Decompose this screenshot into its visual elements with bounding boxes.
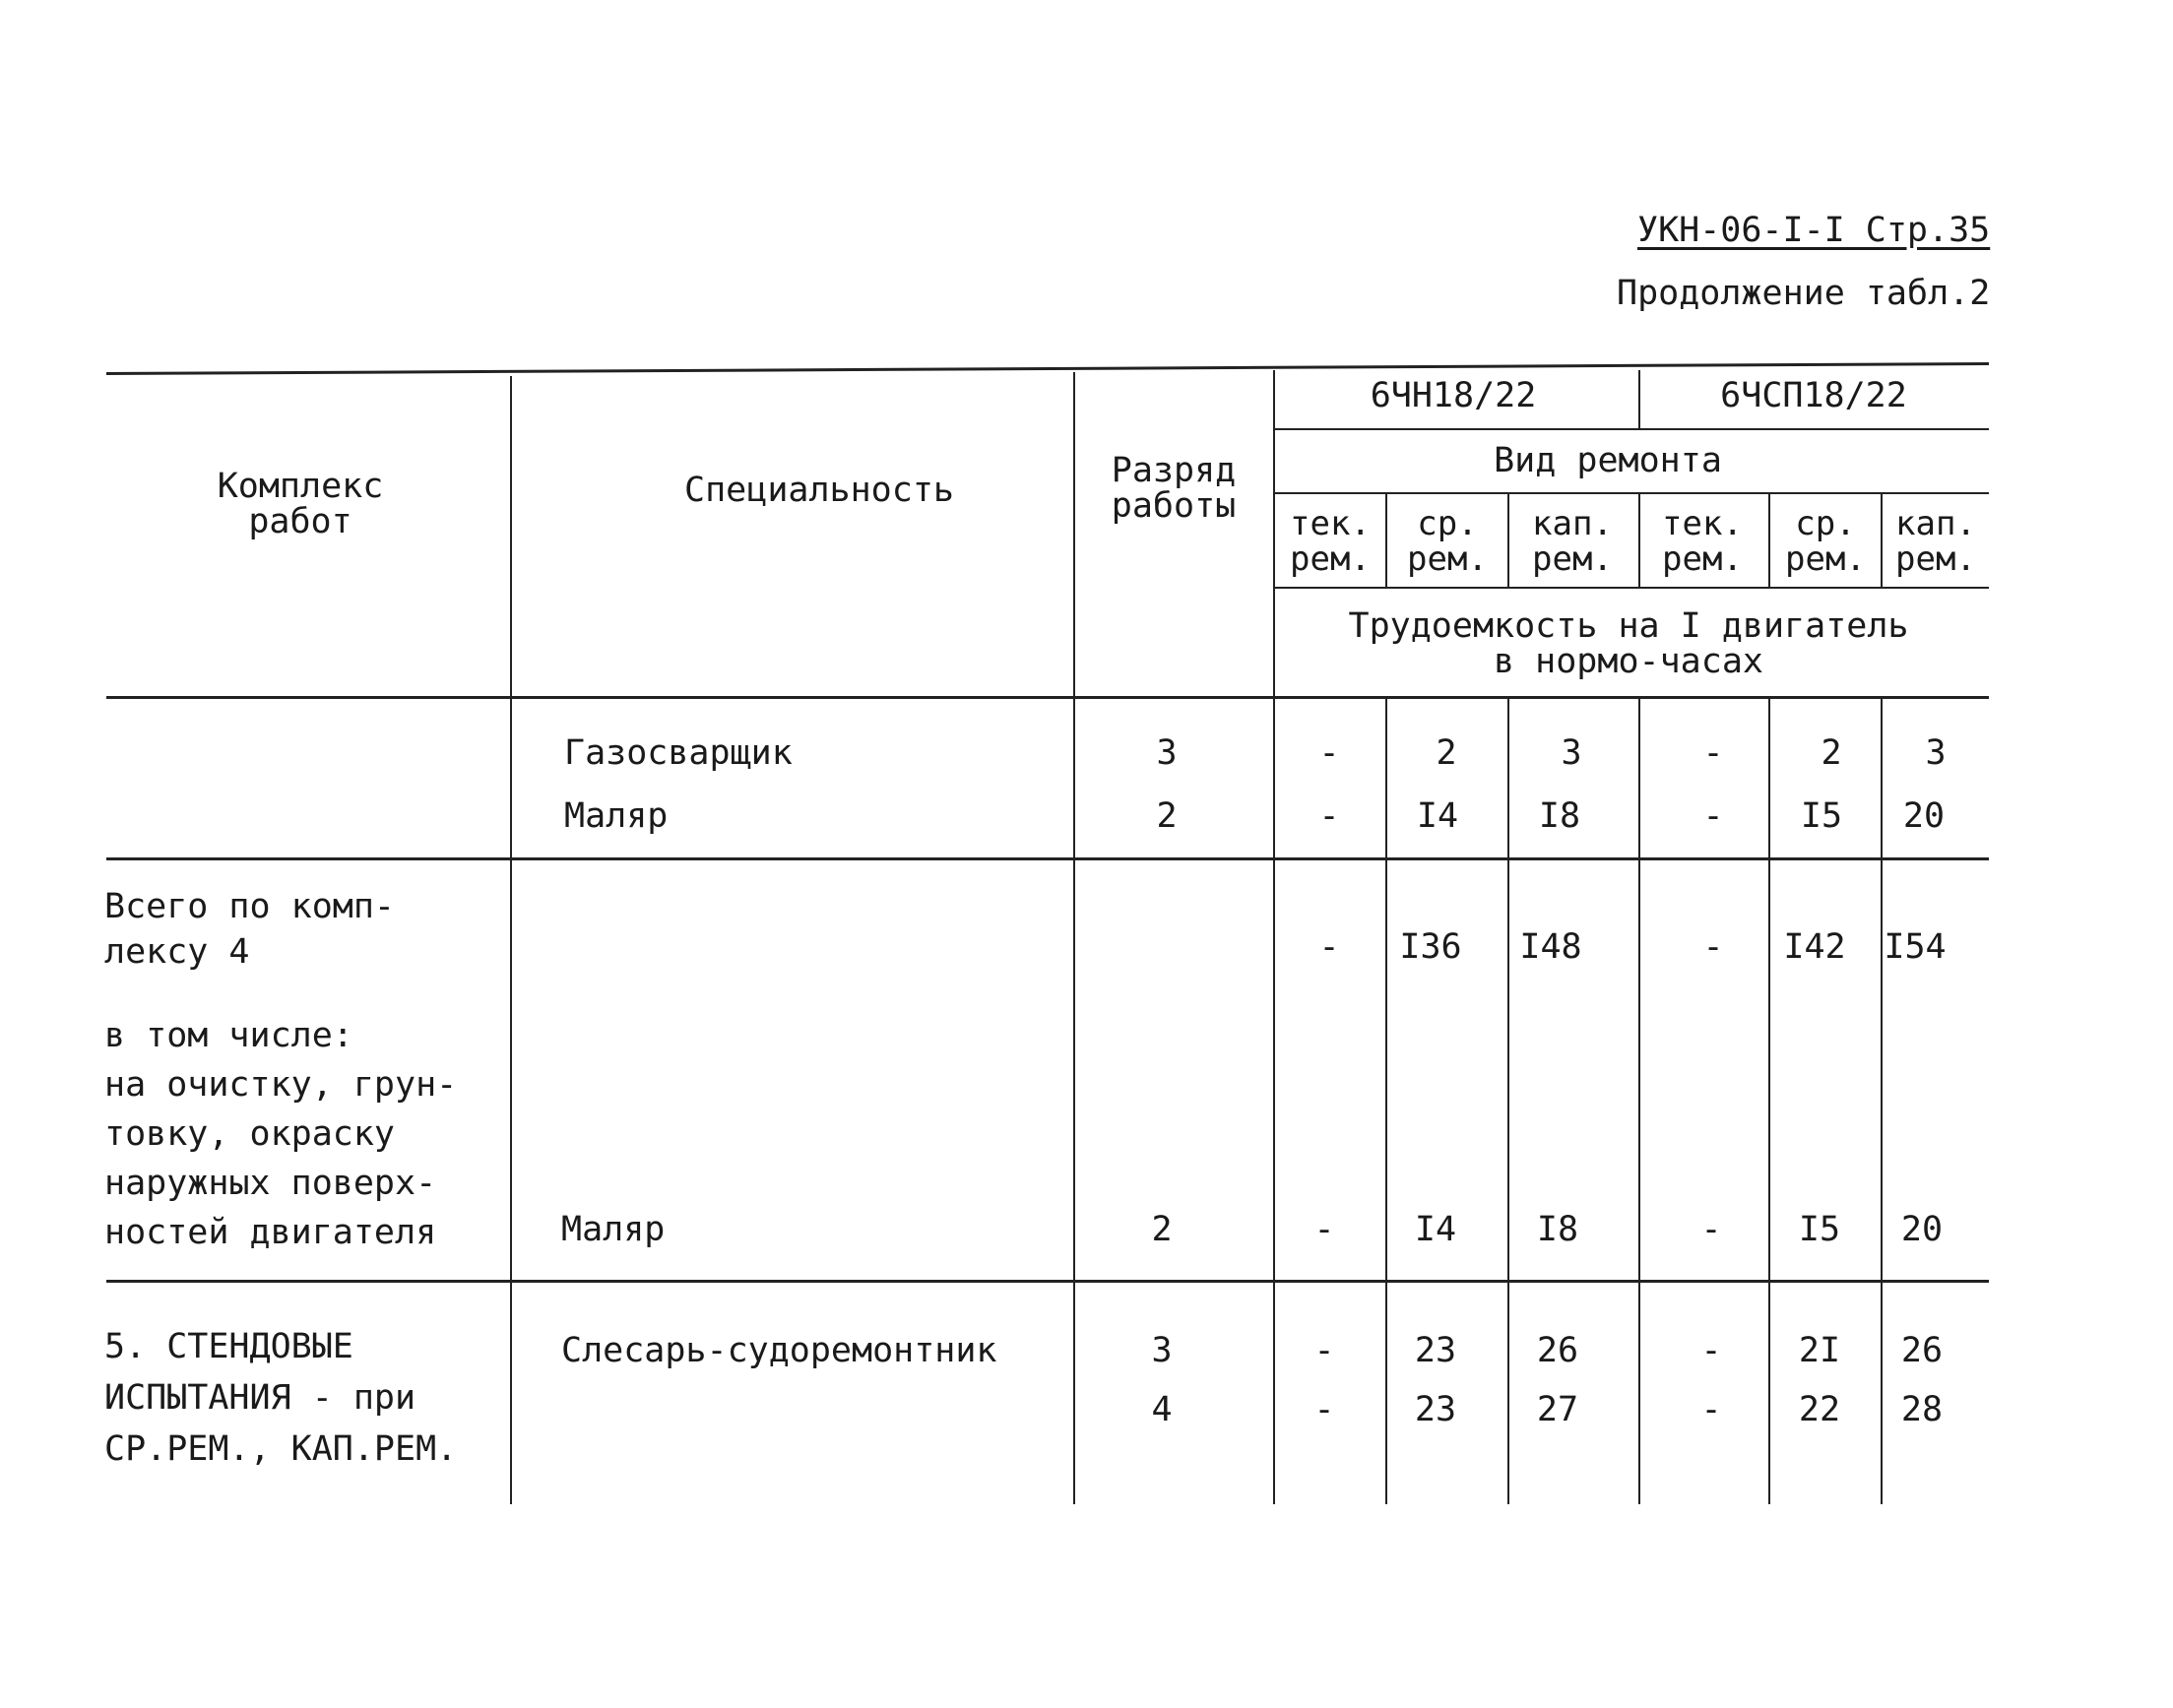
row-value: 20	[1902, 796, 1946, 836]
row-complex: 5. СТЕНДОВЫЕ ИСПЫТАНИЯ - при СР.РЕМ., КАП.РЕМ.	[104, 1327, 458, 1469]
row-value: -	[1702, 796, 1724, 836]
group-rule-2	[106, 1280, 1989, 1283]
col-rule-2	[1385, 492, 1387, 587]
header-repair-type: Вид ремонта	[1494, 441, 1722, 480]
row-value: 2	[1821, 733, 1842, 773]
row-value: I4	[1416, 796, 1459, 836]
table-continuation-label: Продолжение табл.2	[1617, 274, 1991, 313]
engine-header-rule	[1275, 428, 1989, 430]
row-value: I36	[1399, 927, 1462, 967]
header-labor: Трудоемкость на I двигатель в нормо-часах	[1348, 606, 1909, 681]
row-value: -	[1313, 1210, 1335, 1249]
header-engine-1: 6ЧН18/22	[1370, 376, 1537, 415]
group-rule-1	[106, 857, 1989, 860]
col-rule-engines-split	[1638, 370, 1640, 429]
row-value: 3	[1925, 733, 1947, 773]
row-grade: 4	[1151, 1390, 1173, 1429]
header-specialty: Специальность	[684, 471, 954, 510]
row-value: 20	[1900, 1210, 1944, 1249]
row-specialty: Слесарь-судоремонтник	[561, 1331, 997, 1370]
col-rule-grade	[1073, 372, 1075, 1504]
row-value: -	[1700, 1390, 1722, 1429]
row-value: -	[1700, 1331, 1722, 1370]
row-value: I42	[1783, 927, 1846, 967]
row-value: 23	[1414, 1331, 1457, 1370]
row-value: -	[1700, 1210, 1722, 1249]
row-value: I8	[1536, 1210, 1579, 1249]
col-rule-3	[1507, 492, 1509, 587]
row-value: I54	[1884, 927, 1947, 967]
header-engine-2: 6ЧСП18/22	[1720, 376, 1907, 415]
row-value: -	[1318, 927, 1340, 967]
header-bottom-rule	[106, 696, 1989, 699]
row-value: 23	[1414, 1390, 1457, 1429]
row-value: I48	[1519, 927, 1582, 967]
col-rule-5	[1768, 492, 1770, 587]
col-rule-6	[1881, 492, 1883, 587]
row-value: -	[1318, 796, 1340, 836]
header-complex: Комплекс работ	[217, 467, 384, 541]
row-value: 27	[1536, 1390, 1579, 1429]
row-value: 22	[1798, 1390, 1841, 1429]
row-value: -	[1313, 1390, 1335, 1429]
row-value: 26	[1536, 1331, 1579, 1370]
body-col-rule-3	[1507, 696, 1509, 1504]
row-value: I5	[1798, 1210, 1841, 1249]
header-repair-col: ср. рем.	[1407, 504, 1488, 579]
row-value: 28	[1900, 1390, 1944, 1429]
row-value: 2	[1436, 733, 1457, 773]
row-grade: 2	[1151, 1210, 1173, 1249]
header-repair-col: тек. рем.	[1290, 504, 1371, 579]
row-complex: Всего по комп- лексу 4	[104, 887, 396, 972]
row-value: -	[1318, 733, 1340, 773]
body-col-rule-2	[1385, 696, 1387, 1504]
row-specialty: Маляр	[564, 796, 669, 836]
row-grade: 3	[1151, 1331, 1173, 1370]
col-rule-engine-1	[1273, 370, 1275, 1504]
body-col-rule-4	[1638, 696, 1640, 1504]
header-repair-col: тек. рем.	[1662, 504, 1743, 579]
row-value: 26	[1900, 1331, 1944, 1370]
table-top-rule	[106, 362, 1989, 375]
col-rule-specialty	[510, 376, 512, 1504]
row-complex: в том числе: на очистку, грун- товку, окраску наружных поверх- ностей двигателя	[104, 1016, 458, 1252]
row-value: 2I	[1798, 1331, 1841, 1370]
header-repair-col: кап. рем.	[1532, 504, 1613, 579]
row-value: -	[1702, 927, 1724, 967]
row-value: -	[1313, 1331, 1335, 1370]
row-specialty: Маляр	[561, 1210, 666, 1249]
row-value: I4	[1414, 1210, 1457, 1249]
row-value: -	[1702, 733, 1724, 773]
header-repair-col: ср. рем.	[1785, 504, 1866, 579]
header-repair-col: кап. рем.	[1895, 504, 1976, 579]
col-rule-4	[1638, 492, 1640, 587]
row-value: I8	[1538, 796, 1581, 836]
header-grade: Разряд работы	[1111, 451, 1237, 526]
document-id: УКН-06-I-I Стр.35	[1637, 211, 1991, 250]
body-col-rule-5	[1768, 696, 1770, 1504]
row-specialty: Газосварщик	[564, 733, 793, 773]
body-col-rule-6	[1881, 696, 1883, 1504]
row-grade: 3	[1156, 733, 1178, 773]
row-grade: 2	[1156, 796, 1178, 836]
labor-header-rule	[1275, 587, 1989, 589]
row-value: 3	[1561, 733, 1582, 773]
row-value: I5	[1800, 796, 1843, 836]
